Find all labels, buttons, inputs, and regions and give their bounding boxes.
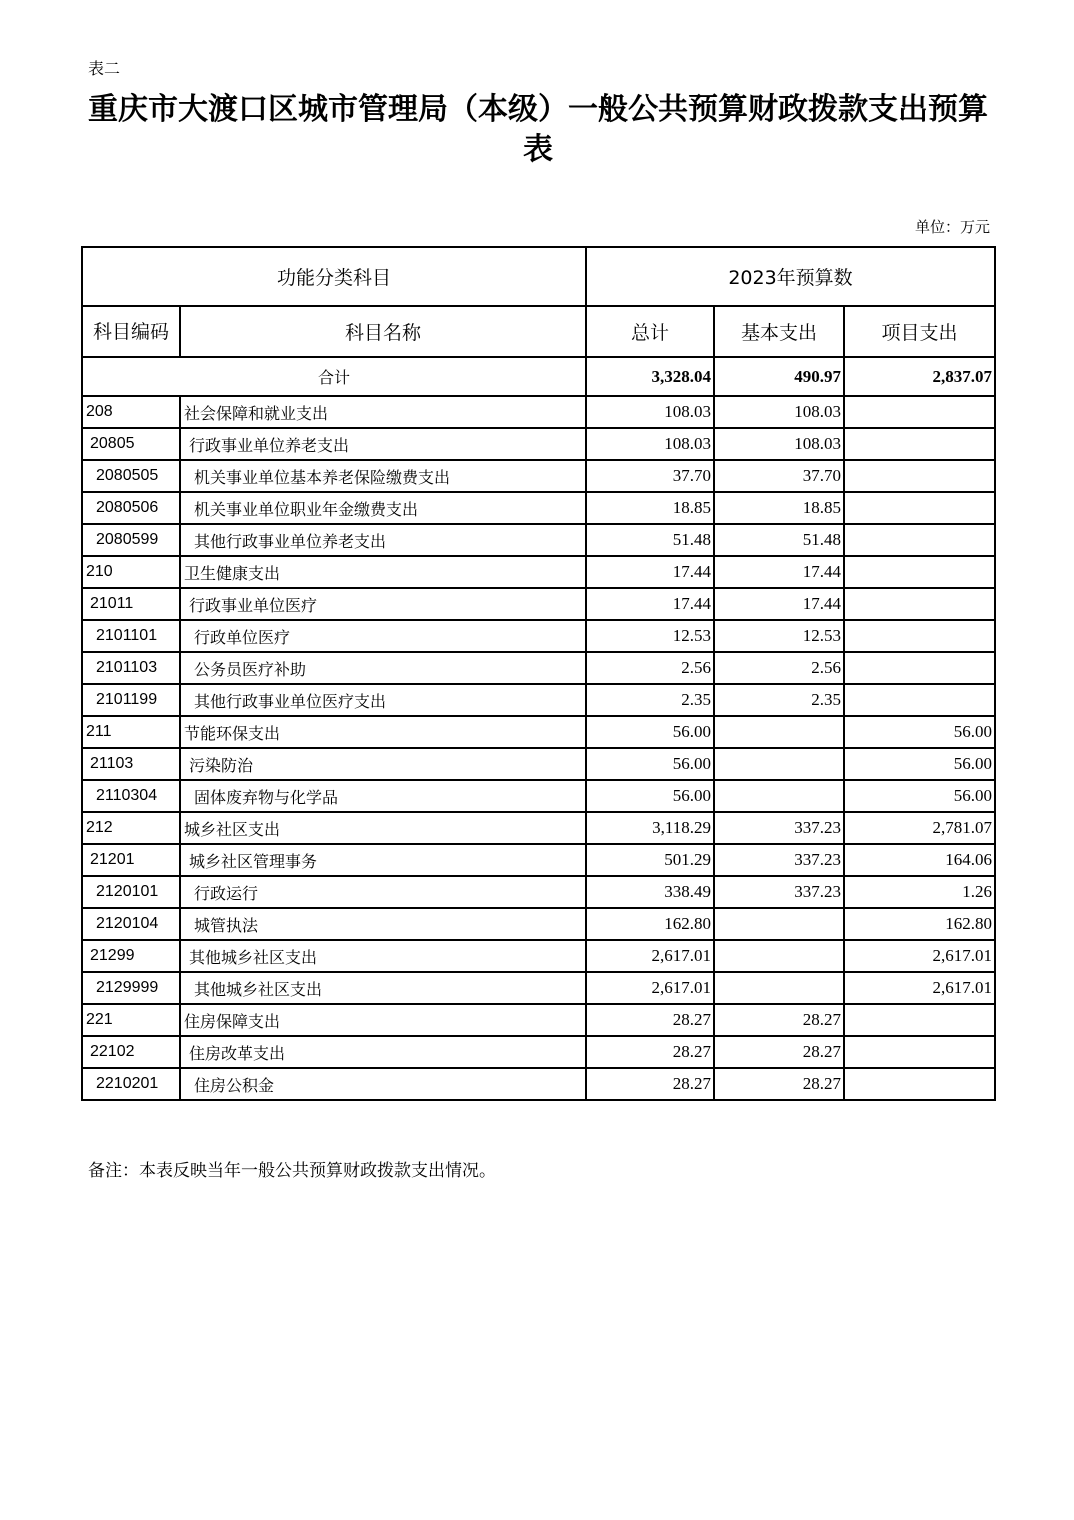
row-name: 行政运行: [180, 876, 586, 908]
header-budget: 2023年预算数: [586, 247, 995, 306]
row-basic: [714, 716, 844, 748]
row-name: 公务员医疗补助: [180, 652, 586, 684]
row-basic: 337.23: [714, 844, 844, 876]
row-total: 2.35: [586, 684, 714, 716]
row-basic: [714, 940, 844, 972]
row-name: 其他行政事业单位养老支出: [180, 524, 586, 556]
table-row: [82, 460, 995, 492]
row-basic: 337.23: [714, 812, 844, 844]
row-name: 节能环保支出: [180, 716, 586, 748]
row-name: 城乡社区管理事务: [180, 844, 586, 876]
row-code: 2080506: [82, 492, 180, 524]
total-total: 3,328.04: [586, 357, 714, 396]
row-total: 17.44: [586, 588, 714, 620]
header-row: [82, 247, 995, 306]
row-basic: 28.27: [714, 1004, 844, 1036]
total-basic: 490.97: [714, 357, 844, 396]
row-basic: 12.53: [714, 620, 844, 652]
row-total: 2.56: [586, 652, 714, 684]
row-name: 行政事业单位医疗: [180, 588, 586, 620]
row-total: 18.85: [586, 492, 714, 524]
row-project: [844, 492, 995, 524]
row-project: [844, 684, 995, 716]
row-name: 卫生健康支出: [180, 556, 586, 588]
row-code: 2210201: [82, 1068, 180, 1100]
row-total: 12.53: [586, 620, 714, 652]
table-row: [82, 1004, 995, 1036]
table-row: [82, 524, 995, 556]
row-project: 1.26: [844, 876, 995, 908]
table-row: [82, 812, 995, 844]
row-code: 210: [82, 556, 180, 588]
row-basic: [714, 780, 844, 812]
row-basic: [714, 908, 844, 940]
row-total: 28.27: [586, 1036, 714, 1068]
table-row: [82, 1036, 995, 1068]
row-project: [844, 460, 995, 492]
table-label: 表二: [88, 59, 121, 78]
row-name: 其他行政事业单位医疗支出: [180, 684, 586, 716]
header-project: 项目支出: [844, 306, 995, 357]
row-code: 2110304: [82, 780, 180, 812]
row-total: 338.49: [586, 876, 714, 908]
row-total: 56.00: [586, 780, 714, 812]
row-basic: [714, 748, 844, 780]
table-row: [82, 908, 995, 940]
row-code: 2101103: [82, 652, 180, 684]
row-project: [844, 620, 995, 652]
row-project: [844, 556, 995, 588]
row-total: 501.29: [586, 844, 714, 876]
row-name: 住房公积金: [180, 1068, 586, 1100]
row-basic: [714, 972, 844, 1004]
row-total: 51.48: [586, 524, 714, 556]
row-project: [844, 652, 995, 684]
total-row: [82, 357, 995, 396]
row-name: 其他城乡社区支出: [180, 972, 586, 1004]
row-code: 21299: [82, 940, 180, 972]
table-row: [82, 652, 995, 684]
row-total: 56.00: [586, 748, 714, 780]
row-project: 164.06: [844, 844, 995, 876]
budget-table: [81, 246, 996, 1101]
table-row: [82, 588, 995, 620]
table-row: [82, 876, 995, 908]
subheader-row: [82, 306, 995, 357]
row-project: 2,617.01: [844, 972, 995, 1004]
table-row: [82, 716, 995, 748]
table-row: [82, 396, 995, 428]
row-code: 2101101: [82, 620, 180, 652]
table-row: [82, 556, 995, 588]
row-code: 211: [82, 716, 180, 748]
table-row: [82, 844, 995, 876]
row-total: 108.03: [586, 396, 714, 428]
row-total: 162.80: [586, 908, 714, 940]
row-code: 22102: [82, 1036, 180, 1068]
row-name: 城管执法: [180, 908, 586, 940]
table-row: [82, 972, 995, 1004]
row-basic: 17.44: [714, 556, 844, 588]
row-project: [844, 1068, 995, 1100]
row-project: 2,781.07: [844, 812, 995, 844]
row-project: 56.00: [844, 748, 995, 780]
row-name: 其他城乡社区支出: [180, 940, 586, 972]
table-row: [82, 428, 995, 460]
row-basic: 18.85: [714, 492, 844, 524]
row-basic: 51.48: [714, 524, 844, 556]
row-code: 212: [82, 812, 180, 844]
row-name: 行政单位医疗: [180, 620, 586, 652]
table-row: [82, 780, 995, 812]
row-name: 社会保障和就业支出: [180, 396, 586, 428]
row-code: 2080599: [82, 524, 180, 556]
total-project: 2,837.07: [844, 357, 995, 396]
row-name: 固体废弃物与化学品: [180, 780, 586, 812]
row-project: [844, 588, 995, 620]
row-basic: 2.35: [714, 684, 844, 716]
header-name: 科目名称: [180, 306, 586, 357]
table-row: [82, 940, 995, 972]
row-name: 机关事业单位基本养老保险缴费支出: [180, 460, 586, 492]
row-project: [844, 1036, 995, 1068]
table-row: [82, 620, 995, 652]
header-total: 总计: [586, 306, 714, 357]
row-name: 污染防治: [180, 748, 586, 780]
row-project: 56.00: [844, 716, 995, 748]
row-basic: 337.23: [714, 876, 844, 908]
row-total: 2,617.01: [586, 972, 714, 1004]
row-basic: 108.03: [714, 396, 844, 428]
row-total: 56.00: [586, 716, 714, 748]
header-basic: 基本支出: [714, 306, 844, 357]
total-label: 合计: [82, 357, 586, 396]
table-row: [82, 492, 995, 524]
row-total: 28.27: [586, 1004, 714, 1036]
header-category: 功能分类科目: [82, 247, 586, 306]
row-code: 2120101: [82, 876, 180, 908]
row-basic: 28.27: [714, 1068, 844, 1100]
row-project: [844, 428, 995, 460]
row-total: 108.03: [586, 428, 714, 460]
row-name: 城乡社区支出: [180, 812, 586, 844]
row-code: 21011: [82, 588, 180, 620]
table-row: [82, 748, 995, 780]
row-total: 17.44: [586, 556, 714, 588]
row-basic: 2.56: [714, 652, 844, 684]
row-name: 住房保障支出: [180, 1004, 586, 1036]
row-name: 机关事业单位职业年金缴费支出: [180, 492, 586, 524]
row-code: 208: [82, 396, 180, 428]
row-name: 行政事业单位养老支出: [180, 428, 586, 460]
row-basic: 17.44: [714, 588, 844, 620]
row-project: 56.00: [844, 780, 995, 812]
row-total: 2,617.01: [586, 940, 714, 972]
row-name: 住房改革支出: [180, 1036, 586, 1068]
row-total: 37.70: [586, 460, 714, 492]
row-project: 162.80: [844, 908, 995, 940]
row-total: 3,118.29: [586, 812, 714, 844]
row-basic: 37.70: [714, 460, 844, 492]
header-code: 科目编码: [82, 306, 180, 357]
row-code: 2080505: [82, 460, 180, 492]
table-row: [82, 1068, 995, 1100]
row-code: 221: [82, 1004, 180, 1036]
row-code: 2129999: [82, 972, 180, 1004]
row-project: 2,617.01: [844, 940, 995, 972]
table-row: [82, 684, 995, 716]
footnote: 备注：本表反映当年一般公共预算财政拨款支出情况。: [88, 1161, 496, 1181]
row-code: 21103: [82, 748, 180, 780]
row-code: 2120104: [82, 908, 180, 940]
row-basic: 28.27: [714, 1036, 844, 1068]
row-basic: 108.03: [714, 428, 844, 460]
unit-label: 单位：万元: [914, 218, 990, 236]
row-code: 21201: [82, 844, 180, 876]
row-code: 20805: [82, 428, 180, 460]
row-project: [844, 524, 995, 556]
page-title: 重庆市大渡口区城市管理局（本级）一般公共预算财政拨款支出预算表: [88, 92, 988, 167]
row-project: [844, 396, 995, 428]
row-total: 28.27: [586, 1068, 714, 1100]
row-code: 2101199: [82, 684, 180, 716]
row-project: [844, 1004, 995, 1036]
